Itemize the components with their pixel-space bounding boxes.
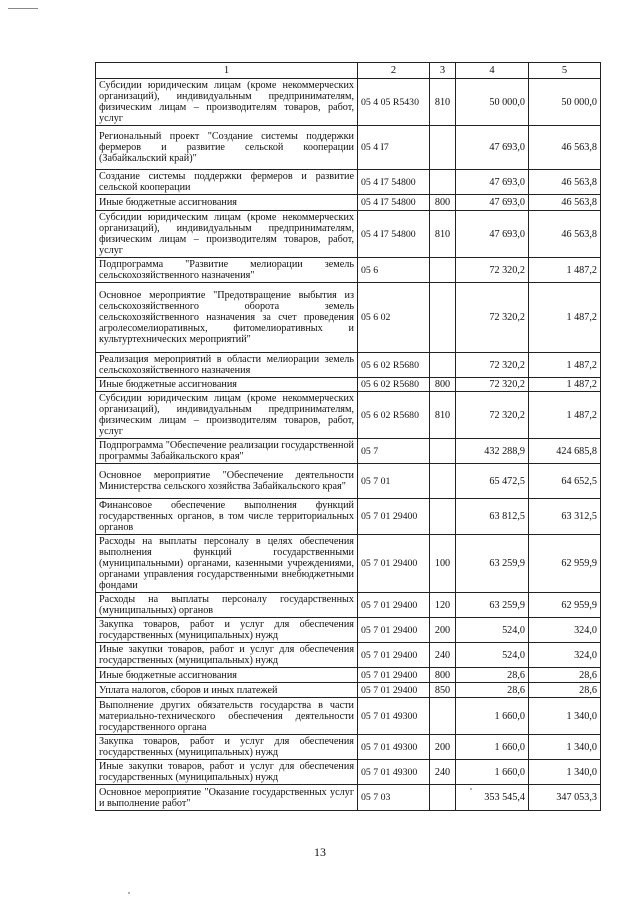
row-vr-cell: 800 bbox=[430, 378, 456, 392]
row-value-1-cell: 72 320,2 bbox=[456, 258, 529, 283]
header-col-4: 4 bbox=[456, 63, 529, 79]
row-name-cell: Основное мероприятие "Обеспечение деятельности Министерства сельского хозяйства Забайкальского края" bbox=[96, 464, 358, 499]
row-value-2-cell: 28,6 bbox=[529, 683, 601, 698]
header-col-5: 5 bbox=[529, 63, 601, 79]
row-value-2-cell: 62 959,9 bbox=[529, 593, 601, 618]
table-body bbox=[96, 79, 601, 811]
row-value-1-cell: 72 320,2 bbox=[456, 392, 529, 439]
row-name-cell: Субсидии юридическим лицам (кроме некоммерческих организаций), индивидуальным предпринимателям, физическим лицам – производителям товаров, работ, услуг bbox=[96, 211, 358, 258]
row-code-cell: 05 6 bbox=[358, 258, 430, 283]
table-row bbox=[96, 593, 601, 618]
row-value-2-cell: 424 685,8 bbox=[529, 439, 601, 464]
row-vr-cell: 240 bbox=[430, 643, 456, 668]
row-value-1-cell: 28,6 bbox=[456, 668, 529, 683]
row-name-cell: Закупка товаров, работ и услуг для обеспечения государственных (муниципальных) нужд bbox=[96, 735, 358, 760]
row-name-cell: Подпрограмма "Обеспечение реализации государственной программы Забайкальского края" bbox=[96, 439, 358, 464]
table-row bbox=[96, 535, 601, 593]
row-vr-cell bbox=[430, 258, 456, 283]
table-row bbox=[96, 760, 601, 785]
table-row bbox=[96, 170, 601, 195]
row-code-cell: 05 7 01 49300 bbox=[358, 760, 430, 785]
row-code-cell: 05 7 01 29400 bbox=[358, 643, 430, 668]
row-name-cell: Иные бюджетные ассигнования bbox=[96, 378, 358, 392]
table-row bbox=[96, 378, 601, 392]
row-name-cell: Расходы на выплаты персоналу в целях обеспечения выполнения функций государственными (муниципальными) органами, казенными учреждениями, органами управления государственными внебюджетными фондами bbox=[96, 535, 358, 593]
row-vr-cell: 200 bbox=[430, 735, 456, 760]
row-value-1-cell: 1 660,0 bbox=[456, 735, 529, 760]
table-row bbox=[96, 735, 601, 760]
row-vr-cell: 200 bbox=[430, 618, 456, 643]
row-vr-cell bbox=[430, 785, 456, 811]
row-code-cell: 05 4 I7 54800 bbox=[358, 170, 430, 195]
row-value-2-cell: 46 563,8 bbox=[529, 211, 601, 258]
row-value-2-cell: 1 487,2 bbox=[529, 353, 601, 378]
row-value-2-cell: 64 652,5 bbox=[529, 464, 601, 499]
row-value-1-cell: 1 660,0 bbox=[456, 760, 529, 785]
row-vr-cell bbox=[430, 439, 456, 464]
row-value-2-cell: 324,0 bbox=[529, 643, 601, 668]
row-name-cell: Иные закупки товаров, работ и услуг для обеспечения государственных (муниципальных) нужд bbox=[96, 760, 358, 785]
row-name-cell: Иные бюджетные ассигнования bbox=[96, 195, 358, 211]
row-vr-cell: 800 bbox=[430, 668, 456, 683]
row-code-cell: 05 7 01 29400 bbox=[358, 499, 430, 535]
table-row bbox=[96, 126, 601, 170]
row-name-cell: Региональный проект "Создание системы поддержки фермеров и развитие сельской кооперации (Забайкальский край)" bbox=[96, 126, 358, 170]
row-value-2-cell: 1 487,2 bbox=[529, 283, 601, 353]
table-row bbox=[96, 698, 601, 735]
row-value-1-cell: 72 320,2 bbox=[456, 378, 529, 392]
row-code-cell: 05 7 01 29400 bbox=[358, 593, 430, 618]
row-value-1-cell: 47 693,0 bbox=[456, 195, 529, 211]
row-code-cell: 05 7 01 29400 bbox=[358, 668, 430, 683]
row-value-1-cell: 28,6 bbox=[456, 683, 529, 698]
table-row bbox=[96, 464, 601, 499]
table-row bbox=[96, 353, 601, 378]
row-name-cell: Иные бюджетные ассигнования bbox=[96, 668, 358, 683]
row-vr-cell bbox=[430, 464, 456, 499]
table-row bbox=[96, 618, 601, 643]
row-vr-cell: 240 bbox=[430, 760, 456, 785]
row-vr-cell bbox=[430, 353, 456, 378]
row-name-cell: Финансовое обеспечение выполнения функций государственных органов, в том числе территориальных органов bbox=[96, 499, 358, 535]
table-row bbox=[96, 392, 601, 439]
row-value-2-cell: 1 340,0 bbox=[529, 760, 601, 785]
row-vr-cell: 800 bbox=[430, 195, 456, 211]
row-value-2-cell: 46 563,8 bbox=[529, 170, 601, 195]
row-value-2-cell: 46 563,8 bbox=[529, 126, 601, 170]
row-value-2-cell: 324,0 bbox=[529, 618, 601, 643]
row-value-2-cell: 63 312,5 bbox=[529, 499, 601, 535]
row-code-cell: 05 7 01 29400 bbox=[358, 535, 430, 593]
row-code-cell: 05 7 01 29400 bbox=[358, 618, 430, 643]
row-name-cell: Выполнение других обязательств государства в части материально-технического обеспечения деятельности государственного органа bbox=[96, 698, 358, 735]
table-row bbox=[96, 643, 601, 668]
row-value-1-cell: 47 693,0 bbox=[456, 126, 529, 170]
row-code-cell: 05 6 02 R5680 bbox=[358, 353, 430, 378]
row-value-2-cell: 28,6 bbox=[529, 668, 601, 683]
row-vr-cell bbox=[430, 499, 456, 535]
top-rule bbox=[8, 8, 38, 9]
header-col-1: 1 bbox=[96, 63, 358, 79]
row-name-cell: Основное мероприятие "Оказание государственных услуг и выполнение работ" bbox=[96, 785, 358, 811]
table-row bbox=[96, 683, 601, 698]
row-value-1-cell: 524,0 bbox=[456, 643, 529, 668]
row-code-cell: 05 4 I7 54800 bbox=[358, 211, 430, 258]
page-number: 13 bbox=[314, 845, 326, 859]
header-col-2: 2 bbox=[358, 63, 430, 79]
row-value-2-cell: 1 487,2 bbox=[529, 258, 601, 283]
row-code-cell: 05 7 03 bbox=[358, 785, 430, 811]
scan-speck bbox=[128, 892, 130, 894]
scan-speck bbox=[470, 788, 472, 790]
row-name-cell: Основное мероприятие "Предотвращение выбытия из сельскохозяйственного оборота земель сельскохозяйственного назначения за счет проведения агролесомелиоративных, фитомелиоративных и культуртехнических мероприятий" bbox=[96, 283, 358, 353]
budget-table bbox=[95, 62, 601, 811]
table-row bbox=[96, 668, 601, 683]
row-code-cell: 05 7 bbox=[358, 439, 430, 464]
table-row bbox=[96, 258, 601, 283]
row-vr-cell: 120 bbox=[430, 593, 456, 618]
row-value-2-cell: 347 053,3 bbox=[529, 785, 601, 811]
row-code-cell: 05 7 01 49300 bbox=[358, 698, 430, 735]
row-value-1-cell: 47 693,0 bbox=[456, 170, 529, 195]
row-code-cell: 05 4 I7 54800 bbox=[358, 195, 430, 211]
row-code-cell: 05 7 01 bbox=[358, 464, 430, 499]
row-name-cell: Субсидии юридическим лицам (кроме некоммерческих организаций), индивидуальным предпринимателям, физическим лицам – производителям товаров, работ, услуг bbox=[96, 79, 358, 126]
row-vr-cell: 100 bbox=[430, 535, 456, 593]
row-value-2-cell: 1 487,2 bbox=[529, 392, 601, 439]
row-value-1-cell: 65 472,5 bbox=[456, 464, 529, 499]
row-vr-cell bbox=[430, 126, 456, 170]
row-value-1-cell: 63 259,9 bbox=[456, 593, 529, 618]
row-vr-cell: 810 bbox=[430, 79, 456, 126]
row-code-cell: 05 6 02 bbox=[358, 283, 430, 353]
row-value-1-cell: 1 660,0 bbox=[456, 698, 529, 735]
row-code-cell: 05 7 01 29400 bbox=[358, 683, 430, 698]
row-name-cell: Иные закупки товаров, работ и услуг для обеспечения государственных (муниципальных) нужд bbox=[96, 643, 358, 668]
table-header-row bbox=[96, 63, 601, 79]
row-name-cell: Уплата налогов, сборов и иных платежей bbox=[96, 683, 358, 698]
row-value-1-cell: 72 320,2 bbox=[456, 353, 529, 378]
row-name-cell: Закупка товаров, работ и услуг для обеспечения государственных (муниципальных) нужд bbox=[96, 618, 358, 643]
row-value-1-cell: 63 259,9 bbox=[456, 535, 529, 593]
row-vr-cell bbox=[430, 283, 456, 353]
row-value-1-cell: 47 693,0 bbox=[456, 211, 529, 258]
row-value-1-cell: 63 812,5 bbox=[456, 499, 529, 535]
table-row bbox=[96, 283, 601, 353]
row-value-2-cell: 50 000,0 bbox=[529, 79, 601, 126]
row-vr-cell: 810 bbox=[430, 211, 456, 258]
table-row bbox=[96, 79, 601, 126]
row-value-1-cell: 72 320,2 bbox=[456, 283, 529, 353]
row-value-1-cell: 524,0 bbox=[456, 618, 529, 643]
row-value-2-cell: 1 487,2 bbox=[529, 378, 601, 392]
row-vr-cell bbox=[430, 698, 456, 735]
row-vr-cell bbox=[430, 170, 456, 195]
row-code-cell: 05 6 02 R5680 bbox=[358, 378, 430, 392]
row-name-cell: Субсидии юридическим лицам (кроме некоммерческих организаций), индивидуальным предпринимателям, физическим лицам – производителям товаров, работ, услуг bbox=[96, 392, 358, 439]
row-value-2-cell: 1 340,0 bbox=[529, 735, 601, 760]
row-name-cell: Реализация мероприятий в области мелиорации земель сельскохозяйственного назначения bbox=[96, 353, 358, 378]
row-code-cell: 05 4 I7 bbox=[358, 126, 430, 170]
table-row bbox=[96, 195, 601, 211]
row-value-2-cell: 1 340,0 bbox=[529, 698, 601, 735]
row-value-1-cell: 432 288,9 bbox=[456, 439, 529, 464]
header-col-3: 3 bbox=[430, 63, 456, 79]
row-value-2-cell: 46 563,8 bbox=[529, 195, 601, 211]
table-row bbox=[96, 211, 601, 258]
row-name-cell: Создание системы поддержки фермеров и развитие сельской кооперации bbox=[96, 170, 358, 195]
table-row bbox=[96, 499, 601, 535]
row-vr-cell: 810 bbox=[430, 392, 456, 439]
row-value-1-cell: 50 000,0 bbox=[456, 79, 529, 126]
row-code-cell: 05 4 05 R5430 bbox=[358, 79, 430, 126]
table-row bbox=[96, 439, 601, 464]
row-value-2-cell: 62 959,9 bbox=[529, 535, 601, 593]
row-name-cell: Подпрограмма "Развитие мелиорации земель сельскохозяйственного назначения" bbox=[96, 258, 358, 283]
row-vr-cell: 850 bbox=[430, 683, 456, 698]
row-value-1-cell: 353 545,4 bbox=[456, 785, 529, 811]
row-code-cell: 05 6 02 R5680 bbox=[358, 392, 430, 439]
row-code-cell: 05 7 01 49300 bbox=[358, 735, 430, 760]
row-name-cell: Расходы на выплаты персоналу государственных (муниципальных) органов bbox=[96, 593, 358, 618]
table-row bbox=[96, 785, 601, 811]
